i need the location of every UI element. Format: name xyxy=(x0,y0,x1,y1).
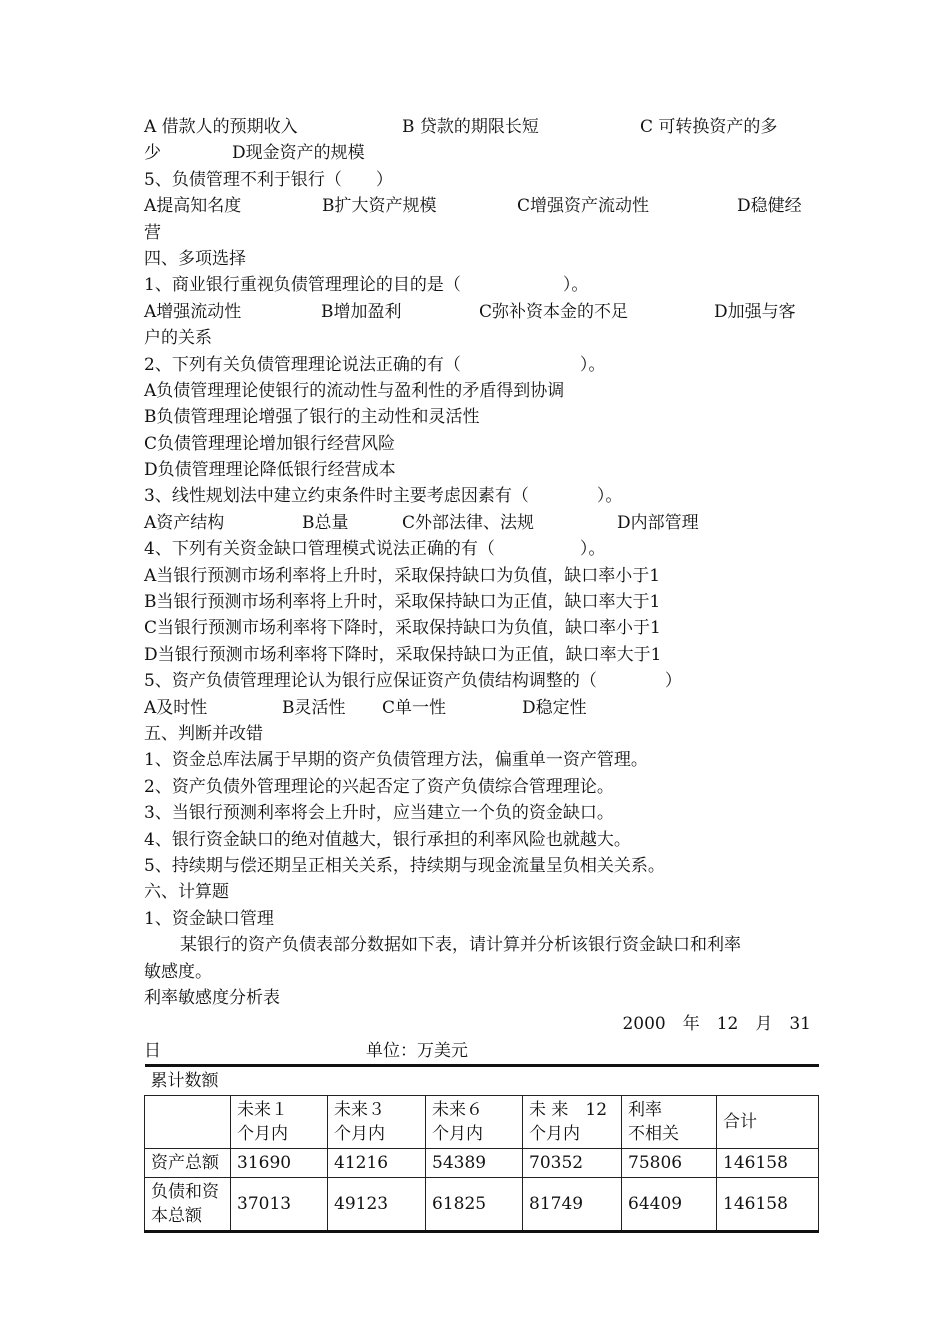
option-b: B总量 xyxy=(302,512,349,533)
option-a: A增强流动性 xyxy=(144,301,242,322)
table-header: 未来１ 个月内 xyxy=(231,1096,328,1149)
section-heading: 六、计算题 xyxy=(144,882,229,903)
date-line: 2000 年 12 月 31 xyxy=(622,1014,811,1035)
option-d: D稳健经 xyxy=(737,196,802,217)
question: 4、下列有关资金缺口管理模式说法正确的有（ ）。 xyxy=(144,539,606,560)
option-d: D负债管理理论降低银行经营成本 xyxy=(144,460,396,481)
option-a: A提高知名度 xyxy=(144,196,242,217)
rate-sensitivity-table xyxy=(144,1064,819,1233)
table-caption-row xyxy=(145,1066,819,1096)
table-header: 未 来 12 个月内 xyxy=(523,1096,622,1149)
option-b: B当银行预测市场利率将上升时，采取保持缺口为正值，缺口率大于1 xyxy=(144,592,661,613)
question: 1、商业银行重视负债管理理论的目的是（ ）。 xyxy=(144,275,589,296)
table-cell: 49123 xyxy=(328,1178,426,1232)
option-a: A 借款人的预期收入 xyxy=(144,117,298,137)
statement: 5、持续期与偿还期呈正相关关系，持续期与现金流量呈负相关关系。 xyxy=(144,855,665,876)
option-a: A及时性 xyxy=(144,697,208,718)
section-heading: 四、多项选择 xyxy=(144,248,246,269)
paragraph: 敏感度。 xyxy=(144,961,212,982)
statement: 3、当银行预测利率将会上升时，应当建立一个负的资金缺口。 xyxy=(144,803,614,824)
option-line xyxy=(144,510,819,536)
table-title: 利率敏感度分析表 xyxy=(144,987,280,1008)
option-c: C外部法律、法规 xyxy=(402,512,535,533)
table-cell: 54389 xyxy=(426,1149,523,1178)
unit-label: 单位：万美元 xyxy=(366,1040,468,1061)
statement: 1、资金总库法属于早期的资产负债管理方法，偏重单一资产管理。 xyxy=(144,750,648,771)
option-b: B灵活性 xyxy=(282,697,346,718)
option-c: C增强资产流动性 xyxy=(517,196,650,217)
row-label: 资产总额 xyxy=(145,1149,231,1178)
option-b: B扩大资产规模 xyxy=(322,196,437,217)
table-cell: 70352 xyxy=(523,1149,622,1178)
statement: 2、资产负债外管理理论的兴起否定了资产负债综合管理理论。 xyxy=(144,776,614,797)
option-line xyxy=(144,140,819,166)
subheading: 1、资金缺口管理 xyxy=(144,908,274,929)
table-header: 未来６ 个月内 xyxy=(426,1096,523,1149)
table-cell: 146158 xyxy=(717,1149,819,1178)
option-d: D稳定性 xyxy=(522,697,587,718)
option-b: B增加盈利 xyxy=(321,301,402,322)
table-cell: 61825 xyxy=(426,1178,523,1232)
option-b: B 贷款的期限长短 xyxy=(402,117,539,137)
text-continuation: 营 xyxy=(144,222,161,243)
table-header: 合计 xyxy=(717,1096,819,1149)
text-continuation: 少 xyxy=(144,143,161,164)
table-cell: 81749 xyxy=(523,1178,622,1232)
row-label: 负债和资 本总额 xyxy=(145,1178,231,1232)
paragraph: 某银行的资产负债表部分数据如下表，请计算并分析该银行资金缺口和利率 xyxy=(180,935,741,956)
table-cell: 41216 xyxy=(328,1149,426,1178)
statement: 4、银行资金缺口的绝对值越大，银行承担的利率风险也就越大。 xyxy=(144,829,631,850)
document-page xyxy=(144,114,819,1233)
table-cell: 75806 xyxy=(622,1149,717,1178)
table-cell: 31690 xyxy=(231,1149,328,1178)
table-header: 利率 不相关 xyxy=(622,1096,717,1149)
section-heading: 五、判断并改错 xyxy=(144,723,263,744)
table-caption: 累计数额 xyxy=(145,1066,819,1096)
question: 3、线性规划法中建立约束条件时主要考虑因素有（ ）。 xyxy=(144,486,623,507)
option-c: C当银行预测市场利率将下降时，采取保持缺口为负值，缺口率小于1 xyxy=(144,618,661,639)
option-c: C弥补资本金的不足 xyxy=(479,301,629,322)
table-header-empty xyxy=(145,1096,231,1149)
table-cell: 64409 xyxy=(622,1178,717,1232)
option-c: C负债管理理论增加银行经营风险 xyxy=(144,433,396,454)
table-cell: 146158 xyxy=(717,1178,819,1232)
option-line xyxy=(144,695,819,721)
table-cell: 37013 xyxy=(231,1178,328,1232)
option-d: D现金资产的规模 xyxy=(232,143,365,164)
option-line xyxy=(144,299,819,325)
option-c: C 可转换资产的多 xyxy=(640,117,778,137)
option-line xyxy=(144,114,819,140)
table-header-row xyxy=(145,1096,819,1149)
option-d: D内部管理 xyxy=(617,512,699,533)
option-a: A资产结构 xyxy=(144,512,225,533)
option-d: D当银行预测市场利率将下降时，采取保持缺口为正值，缺口率大于1 xyxy=(144,644,662,665)
option-a: A当银行预测市场利率将上升时，采取保持缺口为负值，缺口率小于1 xyxy=(144,565,661,586)
table-row xyxy=(145,1149,819,1178)
table-row xyxy=(145,1178,819,1232)
question: 2、下列有关负债管理理论说法正确的有（ ）。 xyxy=(144,354,606,375)
date-day-unit: 日 xyxy=(144,1040,161,1061)
question: 5、负债管理不利于银行（ ） xyxy=(144,169,393,190)
option-a: A负债管理理论使银行的流动性与盈利性的矛盾得到协调 xyxy=(144,380,565,401)
option-d: D加强与客 xyxy=(714,301,796,322)
unit-line xyxy=(144,1038,819,1064)
table-header: 未来３ 个月内 xyxy=(328,1096,426,1149)
option-b: B负债管理理论增强了银行的主动性和灵活性 xyxy=(144,407,480,428)
option-line xyxy=(144,193,819,219)
option-c: C单一性 xyxy=(382,697,447,718)
question: 5、资产负债管理理论认为银行应保证资产负债结构调整的（ ） xyxy=(144,671,682,692)
text-continuation: 户的关系 xyxy=(144,328,212,349)
